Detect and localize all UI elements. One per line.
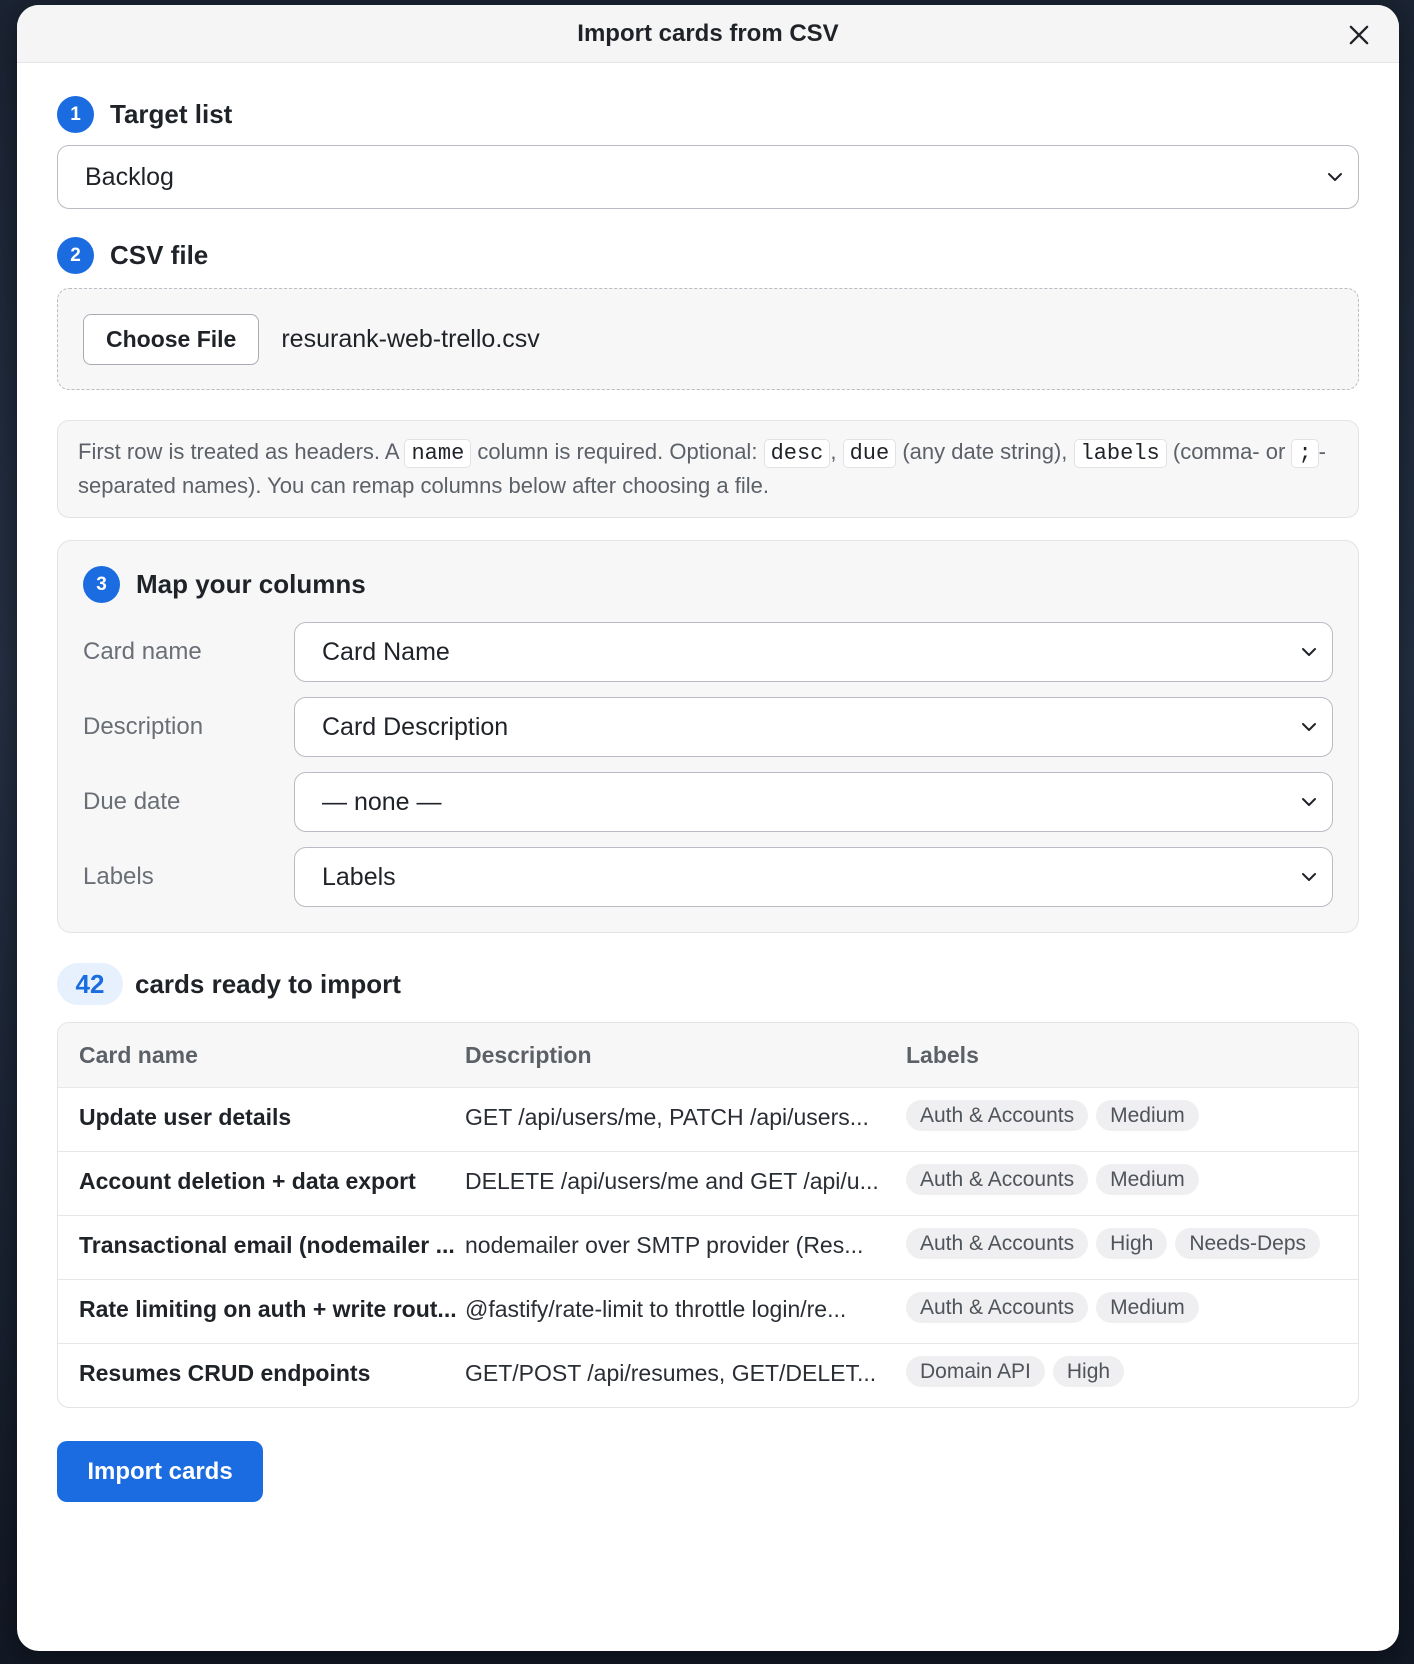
label-chip: High — [1096, 1228, 1167, 1259]
table-row — [58, 1151, 1358, 1215]
dialog-header — [17, 5, 1399, 63]
help-text: -separated names). You can remap columns below after choosing a file. — [78, 439, 1326, 498]
table-row — [58, 1087, 1358, 1151]
select-value[interactable]: Labels — [294, 847, 1333, 907]
column-header-labels: Labels — [906, 1041, 979, 1068]
step-title: Map your columns — [136, 569, 366, 599]
label-chip: Domain API — [906, 1356, 1045, 1387]
map-label: Card name — [83, 638, 202, 665]
cell-card-name: Rate limiting on auth + write rout... — [79, 1296, 457, 1322]
chevron-down-icon — [1299, 867, 1319, 887]
code-name: name — [404, 439, 471, 468]
step-title: Target list — [110, 99, 233, 129]
table-row — [58, 1215, 1358, 1279]
label-chip: Medium — [1096, 1164, 1199, 1195]
step-csv-file — [57, 237, 1359, 274]
map-row-labels — [83, 847, 1333, 907]
step-number-badge: 3 — [83, 566, 120, 603]
card-count-badge: 42 — [57, 963, 123, 1005]
help-text: First row is treated as headers. A — [78, 439, 405, 464]
map-row-due-date — [83, 772, 1333, 832]
close-icon — [1345, 21, 1373, 49]
cell-description: nodemailer over SMTP provider (Res... — [465, 1232, 864, 1258]
select-value[interactable]: Card Name — [294, 622, 1333, 682]
table-header — [58, 1023, 1358, 1087]
code-desc: desc — [764, 439, 831, 468]
card-name-column-select[interactable] — [294, 622, 1333, 682]
label-chip: Medium — [1096, 1100, 1199, 1131]
target-list-select[interactable] — [57, 145, 1359, 209]
file-drop-zone[interactable] — [57, 288, 1359, 390]
step-target-list — [57, 96, 1359, 133]
cell-labels — [906, 1104, 1358, 1139]
map-row-card-name — [83, 622, 1333, 682]
due-date-column-select[interactable] — [294, 772, 1333, 832]
column-header-description: Description — [465, 1041, 592, 1068]
cell-description: GET/POST /api/resumes, GET/DELET... — [465, 1360, 877, 1386]
cell-labels — [906, 1296, 1358, 1331]
label-chip: Auth & Accounts — [906, 1100, 1088, 1131]
description-column-select[interactable] — [294, 697, 1333, 757]
close-button[interactable] — [1345, 21, 1373, 49]
label-chip: Needs-Deps — [1175, 1228, 1320, 1259]
cell-labels — [906, 1168, 1358, 1203]
map-label: Description — [83, 713, 204, 740]
help-text: (comma- or — [1166, 439, 1292, 464]
step-title: CSV file — [110, 240, 209, 270]
cell-card-name: Account deletion + data export — [79, 1168, 416, 1194]
cell-card-name: Transactional email (nodemailer ... — [79, 1232, 455, 1258]
chevron-down-icon — [1299, 792, 1319, 812]
labels-column-select[interactable] — [294, 847, 1333, 907]
map-label: Labels — [83, 863, 154, 890]
label-chip: Auth & Accounts — [906, 1228, 1088, 1259]
map-label: Due date — [83, 788, 181, 815]
map-row-description — [83, 697, 1333, 757]
help-text: (any date string), — [896, 439, 1074, 464]
step-number-badge: 2 — [57, 237, 94, 274]
cell-description: @fastify/rate-limit to throttle login/re... — [465, 1296, 847, 1322]
cell-card-name: Update user details — [79, 1104, 292, 1130]
table-row — [58, 1279, 1358, 1343]
label-chip: Auth & Accounts — [906, 1292, 1088, 1323]
cell-description: GET /api/users/me, PATCH /api/users... — [465, 1104, 869, 1130]
cell-labels — [906, 1360, 1358, 1395]
step-map-columns — [83, 566, 1333, 603]
cell-description: DELETE /api/users/me and GET /api/u... — [465, 1168, 879, 1194]
column-mapping-panel — [57, 540, 1359, 933]
selected-file-name: resurank-web-trello.csv — [281, 324, 540, 353]
table-row — [58, 1343, 1358, 1407]
code-semicolon: ; — [1291, 439, 1318, 468]
dialog-actions — [57, 1441, 1359, 1502]
dialog-title: Import cards from CSV — [577, 19, 839, 47]
choose-file-button[interactable]: Choose File — [83, 314, 259, 365]
help-text: , — [830, 439, 843, 464]
cell-labels — [906, 1232, 1358, 1267]
cell-card-name: Resumes CRUD endpoints — [79, 1360, 371, 1386]
import-cards-button[interactable]: Import cards — [57, 1441, 263, 1502]
select-value[interactable]: Card Description — [294, 697, 1333, 757]
chevron-down-icon — [1299, 717, 1319, 737]
card-count-label: cards ready to import — [135, 968, 401, 999]
code-due: due — [843, 439, 897, 468]
chevron-down-icon — [1299, 642, 1319, 662]
label-chip: High — [1053, 1356, 1124, 1387]
step-number-badge: 1 — [57, 96, 94, 133]
chevron-down-icon — [1325, 167, 1345, 187]
import-csv-dialog — [17, 5, 1399, 1651]
help-text: column is required. Optional: — [471, 439, 764, 464]
import-summary — [57, 963, 1359, 1005]
label-chip: Auth & Accounts — [906, 1164, 1088, 1195]
column-header-card-name: Card name — [79, 1041, 198, 1068]
select-value[interactable]: — none — — [294, 772, 1333, 832]
target-list-value[interactable]: Backlog — [57, 145, 1359, 209]
label-chip: Medium — [1096, 1292, 1199, 1323]
csv-format-help — [57, 420, 1359, 518]
preview-table — [57, 1022, 1359, 1408]
code-labels: labels — [1074, 439, 1167, 468]
